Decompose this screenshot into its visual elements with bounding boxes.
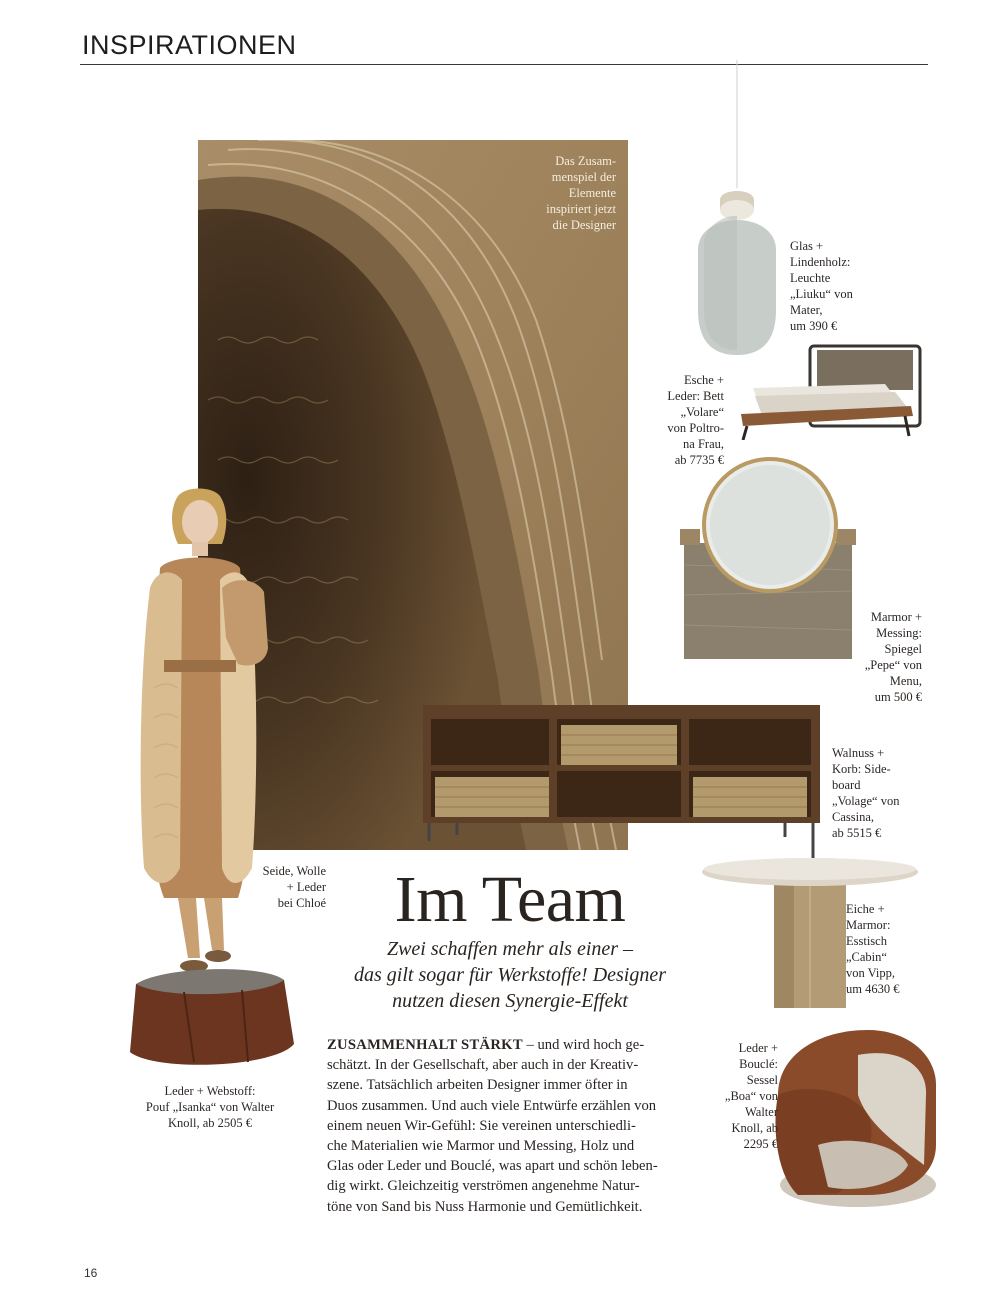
section-title: INSPIRATIONEN (82, 30, 297, 60)
caption-line: „Volare“ (680, 405, 724, 419)
caption-line: Walnuss + (832, 746, 885, 760)
hero-caption-line: inspiriert jetzt (546, 202, 616, 216)
body-line: schätzt. In der Gesellschaft, aber auch in der Kreativ- (327, 1057, 639, 1074)
lamp-caption (790, 238, 900, 334)
caption-line: bei Chloé (277, 896, 326, 910)
armchair-caption (690, 1040, 778, 1152)
caption-line: board (832, 778, 861, 792)
mirror-caption (822, 609, 922, 705)
caption-line: Menu, (889, 674, 922, 688)
header-rule (80, 64, 928, 65)
subhead-line: das gilt sogar für Werkstoffe! Designer (353, 964, 667, 986)
caption-line: Esche + (683, 373, 724, 387)
article-body (327, 1035, 695, 1217)
caption-line: Marmor: (846, 918, 891, 932)
caption-line: ab 5515 € (832, 826, 882, 840)
body-line: töne von Sand bis Nuss Harmonie und Gemütlichkeit. (327, 1198, 643, 1215)
caption-line: Bouclé: (739, 1057, 778, 1071)
caption-line: Spiegel (884, 642, 922, 656)
caption-line: von Poltro- (667, 421, 724, 435)
caption-line: Eiche + (846, 902, 885, 916)
caption-line: „Cabin“ (846, 950, 887, 964)
article-headline: Im Team (394, 863, 626, 936)
caption-line: um 4630 € (846, 982, 900, 996)
table-caption (846, 901, 946, 997)
fashion-model-image (130, 488, 270, 988)
article-lead: ZUSAMMENHALT STÄRKT (327, 1037, 523, 1053)
subhead-line: nutzen diesen Synergie-Effekt (392, 990, 628, 1012)
article-lead-rest: – und wird hoch ge- (522, 1037, 645, 1053)
caption-line: Knoll, ab (731, 1121, 778, 1135)
caption-line: „Pepe“ von (864, 658, 922, 672)
body-line: dig wirkt. Gleichzeitig verströmen angenehme Natur- (327, 1178, 640, 1195)
body-line: einem neuen Wir-Gefühl: Sie vereinen unterschiedli- (327, 1117, 636, 1134)
caption-line: Messing: (876, 626, 922, 640)
caption-line: Lindenholz: (790, 255, 851, 269)
caption-line: Sessel (746, 1073, 778, 1087)
sideboard-image (423, 705, 820, 865)
caption-line: Leuchte (790, 271, 831, 285)
body-line: che Materialien wie Marmor und Messing, Holz und (327, 1138, 635, 1155)
armchair-image (758, 1025, 943, 1210)
caption-line: Marmor + (870, 610, 922, 624)
caption-line: „Volage“ von (832, 794, 900, 808)
caption-line: „Boa“ von (724, 1089, 778, 1103)
caption-line: „Liuku“ von (790, 287, 853, 301)
caption-line: Leder + (738, 1041, 778, 1055)
hero-caption-line: Elemente (568, 186, 616, 200)
caption-line: Esstisch (846, 934, 887, 948)
pouf-image (124, 962, 296, 1077)
caption-line: um 500 € (874, 690, 922, 704)
caption-line: Walter (744, 1105, 778, 1119)
body-line: Duos zusammen. Und auch viele Entwürfe erzählen von (327, 1097, 657, 1114)
caption-line: Leder: Bett (667, 389, 724, 403)
caption-line: na Frau, (683, 437, 724, 451)
body-line: szene. Tatsächlich arbeiten Designer immer öfter in (327, 1077, 628, 1094)
bed-caption (620, 372, 724, 468)
pouf-caption (120, 1083, 300, 1131)
caption-line: Korb: Side- (832, 762, 891, 776)
hero-caption-line: menspiel der (551, 170, 616, 184)
caption-line: 2295 € (743, 1137, 778, 1151)
caption-line: von Vipp, (846, 966, 896, 980)
caption-line: ab 7735 € (674, 453, 724, 467)
page-number: 16 (84, 1266, 98, 1280)
body-line: Glas oder Leder und Bouclé, was apart und schön leben- (327, 1158, 658, 1175)
caption-line: Leder + Webstoff: (164, 1084, 256, 1098)
caption-line: Knoll, ab 2505 € (167, 1116, 253, 1130)
bed-image (735, 340, 925, 440)
hero-caption (498, 153, 616, 233)
caption-line: um 390 € (790, 319, 838, 333)
caption-line: Glas + (790, 239, 824, 253)
caption-line: Seide, Wolle (262, 864, 326, 878)
subhead-line: Zwei schaffen mehr als einer – (386, 938, 634, 960)
pendant-lamp-image (690, 60, 780, 360)
sideboard-caption (832, 745, 942, 841)
caption-line: Pouf „Isanka“ von Walter (145, 1100, 275, 1114)
caption-line: Cassina, (832, 810, 875, 824)
hero-caption-line: Das Zusam- (555, 154, 616, 168)
body-line (327, 1035, 695, 1055)
article-subhead (290, 936, 730, 1014)
caption-line: Mater, (790, 303, 823, 317)
caption-line: + Leder (286, 880, 326, 894)
hero-caption-line: die Designer (552, 218, 616, 232)
